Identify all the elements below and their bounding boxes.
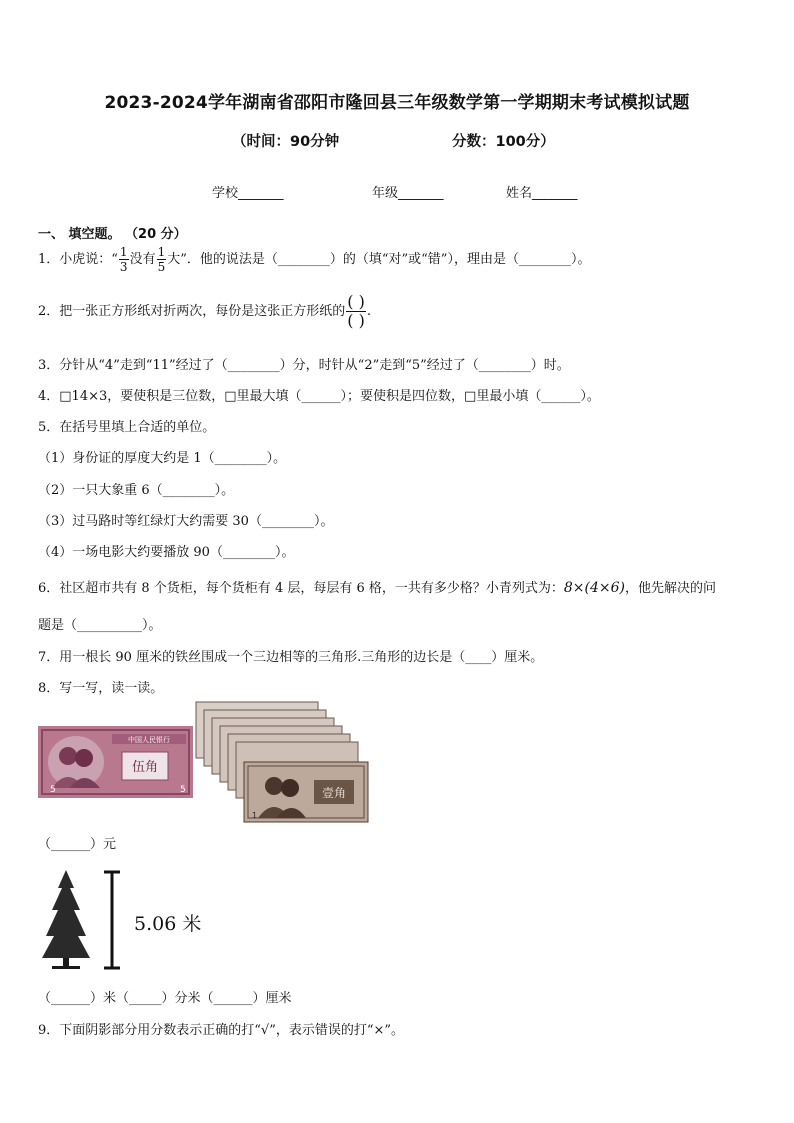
fraction-one-fifth (157, 246, 167, 273)
fraction-denominator: ( ) (347, 311, 365, 330)
question-5-4: （4）一场电影大约要播放 90（________）。 (38, 545, 295, 560)
exam-score: 分数：100分） (452, 134, 555, 150)
q1-text-a: 1．小虎说：“ (38, 252, 118, 267)
question-4: 4．□14×3，要使积是三位数，□里最大填（______）；要使积是四位数，□里最小填（______）。 (38, 389, 600, 404)
tree-height-image (38, 866, 218, 976)
question-7: 7．用一根长 90 厘米的铁丝围成一个三边相等的三角形.三角形的边长是（____）厘米。 (38, 650, 544, 665)
five-jiao-digit-left: 5 (50, 785, 56, 795)
q6-text-b: ，他先解决的问 (625, 581, 717, 596)
question-9: 9．下面阴影部分用分数表示正确的打“√”，表示错误的打“×”。 (38, 1023, 405, 1038)
fraction-numerator: 1 (119, 245, 128, 259)
section-heading: 一、 填空题。 （20 分） (38, 227, 187, 242)
question-5-2: （2）一只大象重 6（________）。 (38, 483, 235, 498)
question-8-answer-length: （______）米（_____）分米（______）厘米 (38, 991, 292, 1006)
question-2 (38, 294, 371, 329)
question-6-continued: 题是（__________）。 (38, 618, 162, 633)
five-jiao-digit-right: 5 (180, 785, 186, 795)
tree-height-label: 5.06 米 (134, 913, 202, 935)
q6-text-a: 6．社区超市共有 8 个货柜，每个货柜有 4 层，每层有 6 格，一共有多少格？小青列式为： (38, 581, 564, 596)
fraction-denominator: 3 (119, 260, 128, 274)
name-field: 姓名_______ (506, 186, 578, 201)
school-field: 学校_______ (212, 186, 284, 201)
q6-expression: 8×(4×6) (563, 580, 625, 596)
question-5-1: （1）身份证的厚度大约是 1（________）。 (38, 451, 287, 466)
q2-text-a: 2．把一张正方形纸对折两次，每份是这张正方形纸的 (38, 304, 346, 319)
question-3: 3．分针从“4”走到“11”经过了（________）分，时针从“2”走到“5”经过了（________）时。 (38, 358, 570, 373)
q1-text-c: 大”．他的说法是（________）的（填“对”或“错”），理由是（________）。 (167, 252, 591, 267)
question-5-3: （3）过马路时等红绿灯大约需要 30（________）。 (38, 514, 334, 529)
exam-time: （时间：90分钟 (232, 134, 340, 150)
fraction-numerator: 1 (157, 245, 166, 259)
bank-name-text: 中国人民银行 (128, 736, 170, 744)
five-jiao-banknote-image (38, 726, 193, 798)
question-6 (38, 577, 716, 596)
one-jiao-banknote-stack-image (194, 700, 372, 824)
fraction-numerator: ( ) (347, 292, 365, 311)
exam-title: 2023-2024学年湖南省邵阳市隆回县三年级数学第一学期期末考试模拟试题 (104, 93, 690, 113)
q2-text-b: . (366, 304, 371, 319)
fraction-denominator: 5 (157, 260, 166, 274)
fraction-blank (346, 294, 366, 329)
question-5: 5．在括号里填上合适的单位。 (38, 420, 216, 435)
question-8: 8．写一写，读一读。 (38, 681, 164, 696)
question-1 (38, 246, 590, 273)
one-jiao-value-text: 壹角 (321, 786, 347, 800)
five-jiao-value-text: 伍角 (131, 760, 159, 775)
tree-icon (42, 870, 90, 969)
q1-text-b: 没有 (129, 252, 156, 267)
grade-field: 年级_______ (372, 186, 444, 201)
one-jiao-digit: 1 (252, 811, 258, 820)
height-marker-icon (104, 872, 120, 968)
fraction-one-third (119, 246, 129, 273)
question-8-answer-yuan: （______）元 (38, 837, 117, 852)
